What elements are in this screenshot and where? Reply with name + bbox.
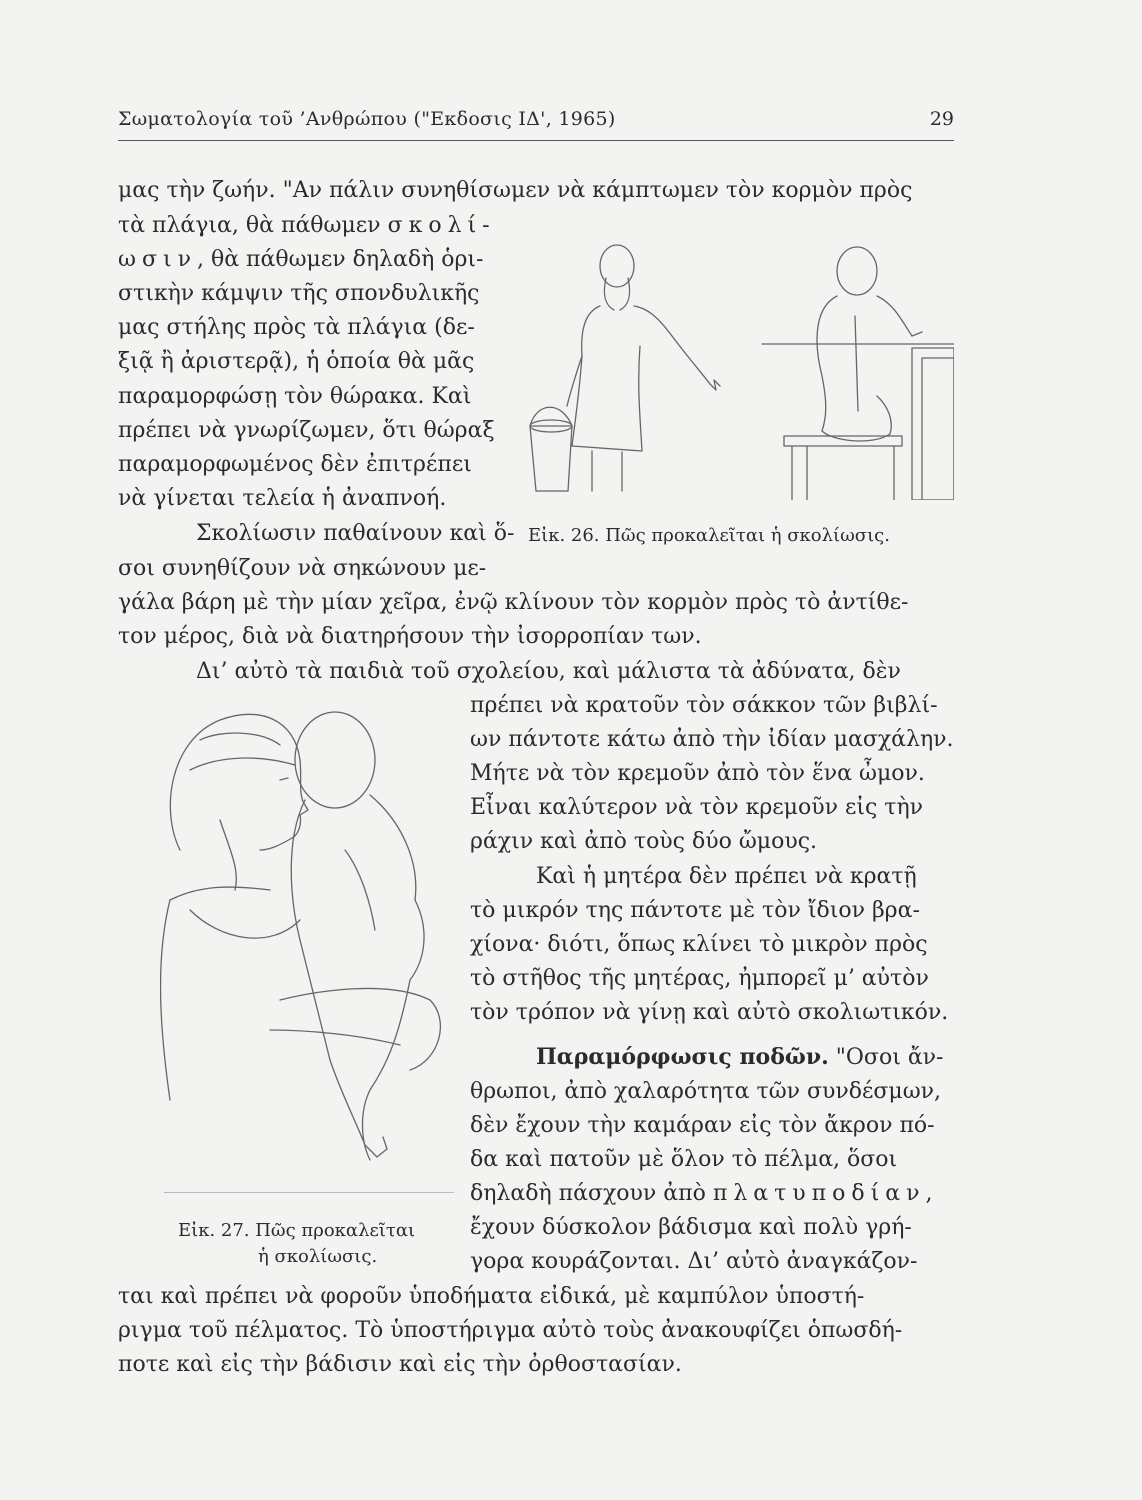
figure-27-drawing (160, 700, 450, 1170)
p4-line-5: τὸν τρόπον νὰ γίνῃ καὶ αὐτὸ σκολιωτικόν. (470, 1000, 949, 1025)
p5-line-6: ἔχουν δύσκολον βάδισμα καὶ πολὺ γρή- (470, 1215, 912, 1240)
p1-line-7: παραμορφώσῃ τὸν θώρακα. Καὶ (118, 384, 472, 409)
figure-27-caption-line-1: Εἰκ. 27. Πῶς προκαλεῖται (178, 1220, 416, 1241)
p2-line-4: τον μέρος, διὰ νὰ διατηρήσουν τὴν ἰσορροπίαν των. (118, 624, 702, 649)
p5-line-2: θρωποι, ἀπὸ χαλαρότητα τῶν συνδέσμων, (470, 1079, 942, 1104)
section-heading-foot-deformation: Παραμόρφωσις ποδῶν. (536, 1044, 829, 1070)
p5-line-10: ποτε καὶ εἰς τὴν βάδισιν καὶ εἰς τὴν ὀρθοστασίαν. (118, 1352, 682, 1377)
p1-line-1: μας τὴν ζωήν. "Αν πάλιν συνηθίσωμεν νὰ κάμπτωμεν τὸν κορμὸν πρὸς (118, 178, 913, 203)
p3-line-3: ων πάντοτε κάτω ἀπὸ τὴν ἰδίαν μασχάλην. (470, 727, 954, 752)
p3-line-5: Εἶναι καλύτερον νὰ τὸν κρεμοῦν εἰς τὴν (470, 795, 924, 820)
p5-line-7: γορα κουράζονται. Δι’ αὐτὸ ἀναγκάζον- (470, 1249, 918, 1274)
p5-line-1-text: "Οσοι ἄν- (835, 1045, 944, 1070)
term-skoliosis-b: ωσιν (118, 247, 197, 272)
p1-line-9: παραμορφωμένος δὲν ἐπιτρέπει (118, 452, 472, 477)
figure-26-scoliosis-illustration (522, 236, 954, 500)
p4-line-4: τὸ στῆθος τῆς μητέρας, ἠμπορεῖ μ’ αὐτὸν (470, 966, 929, 991)
p2-line-3: γάλα βάρη μὲ τὴν μίαν χεῖρα, ἐνῷ κλίνουν τὸν κορμὸν πρὸς τὸ ἀντίθε- (118, 590, 909, 615)
p3-line-4: Μήτε νὰ τὸν κρεμοῦν ἀπὸ τὸν ἕνα ὦμον. (470, 761, 925, 786)
p3-line-6: ράχιν καὶ ἀπὸ τοὺς δύο ὤμους. (470, 829, 818, 854)
p1-line-2-text: τὰ πλάγια, θὰ πάθωμεν (118, 213, 381, 238)
p5-line-1 (536, 1042, 943, 1073)
p3-line-1: Δι’ αὐτὸ τὰ παιδιὰ τοῦ σχολείου, καὶ μάλιστα τὰ ἀδύνατα, δὲν (196, 659, 901, 684)
p5-line-5 (470, 1179, 932, 1209)
figure-27-caption-line-2: ἡ σκολίωσις. (258, 1246, 378, 1267)
term-flatfoot: πλατυποδίαν (712, 1181, 926, 1206)
p4-line-2: τὸ μικρόν της πάντοτε μὲ τὸν ἴδιον βρα- (470, 898, 920, 923)
p5-line-5-comma: , (925, 1181, 933, 1206)
p1-line-10: νὰ γίνεται τελεία ἡ ἀναπνοή. (118, 486, 447, 511)
p5-line-8: ται καὶ πρέπει νὰ φοροῦν ὑποδήματα εἰδικά, μὲ καμπύλον ὑποστή- (118, 1284, 865, 1309)
p1-line-2 (118, 211, 496, 241)
p1-line-3-text: , θὰ πάθωμεν δηλαδὴ ὁρι- (196, 247, 484, 272)
figure-27-mother-child-illustration (160, 700, 450, 1170)
p5-line-5-text: δηλαδὴ πάσχουν ἀπὸ (470, 1181, 706, 1206)
p4-line-1: Καὶ ἡ μητέρα δὲν πρέπει νὰ κρατῇ (536, 864, 917, 889)
p3-line-2: πρέπει νὰ κρατοῦν τὸν σάκκον τῶν βιβλί- (470, 693, 938, 718)
p2-line-2: σοι συνηθίζουν νὰ σηκώνουν με- (118, 556, 487, 581)
p1-line-3 (118, 245, 484, 275)
p1-line-8: πρέπει νὰ γνωρίζωμεν, ὅτι θώραξ (118, 418, 495, 443)
p4-line-3: χίονα· διότι, ὅπως κλίνει τὸ μικρὸν πρὸς (470, 932, 928, 957)
p5-line-3: δὲν ἔχουν τὴν καμάραν εἰς τὸν ἄκρον πό- (470, 1113, 935, 1138)
running-title: Σωματολογία τοῦ ’Ανθρώπου ("Εκδοσις ΙΔ', 1965) (118, 108, 616, 130)
figure-26-drawing (522, 236, 954, 500)
p1-line-5: μας στήλης πρὸς τὰ πλάγια (δε- (118, 315, 475, 340)
figure-26-caption: Εἰκ. 26. Πῶς προκαλεῖται ἡ σκολίωσις. (528, 525, 890, 546)
page-number: 29 (929, 108, 954, 130)
figure-27-divider (164, 1192, 454, 1193)
term-skoliosis-a: σκολί- (387, 213, 496, 238)
running-header (118, 108, 954, 141)
p5-line-9: ριγμα τοῦ πέλματος. Τὸ ὑποστήριγμα αὐτὸ τοὺς ἀνακουφίζει ὁπωσδή- (118, 1318, 903, 1343)
p1-line-6: ξιᾷ ἢ ἀριστερᾷ), ἡ ὁποία θὰ μᾶς (118, 349, 475, 374)
p5-line-4: δα καὶ πατοῦν μὲ ὅλον τὸ πέλμα, ὅσοι (470, 1147, 898, 1172)
p2-line-1: Σκολίωσιν παθαίνουν καὶ ὅ- (196, 521, 515, 546)
p1-line-4: στικὴν κάμψιν τῆς σπονδυλικῆς (118, 281, 480, 306)
